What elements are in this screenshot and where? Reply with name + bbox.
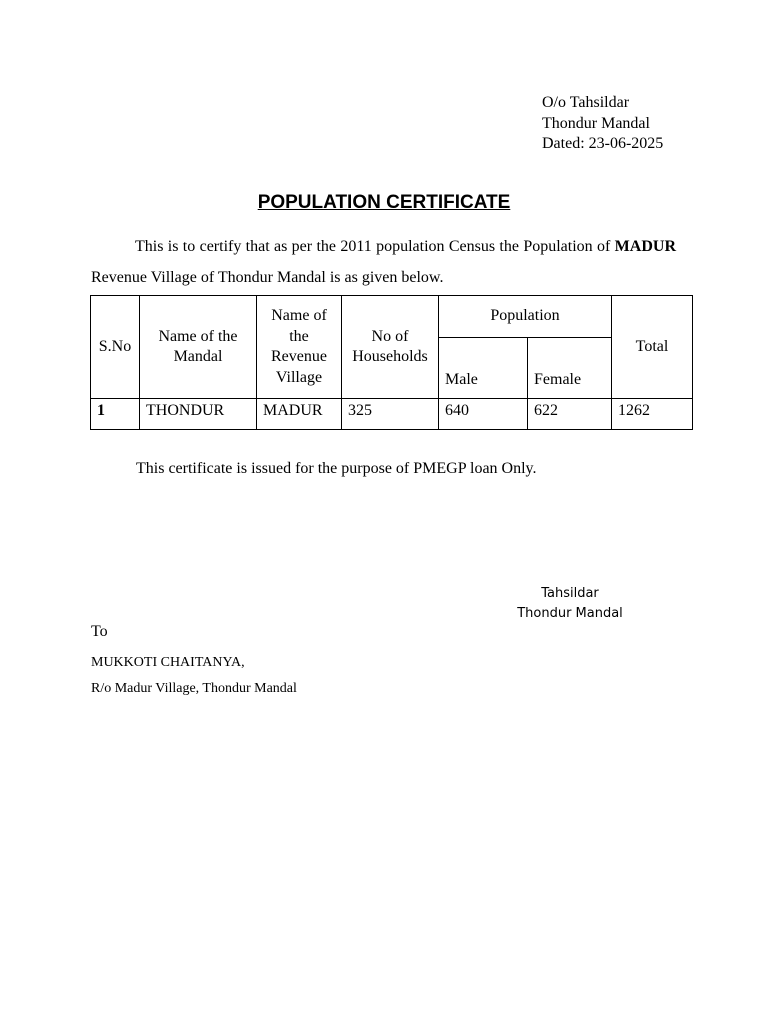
signatory-block bbox=[500, 584, 640, 624]
village-name-bold: MADUR bbox=[614, 238, 676, 255]
table-row bbox=[91, 399, 693, 430]
signatory-title: Tahsildar bbox=[541, 586, 599, 601]
header-mandal: Name of the Mandal bbox=[140, 296, 257, 399]
cell-mandal: THONDUR bbox=[140, 399, 257, 430]
issue-date: Dated: 23-06-2025 bbox=[542, 135, 664, 152]
cell-sno: 1 bbox=[91, 399, 140, 430]
intro-text-1: This is to certify that as per the 2011 population Census the Population of bbox=[135, 238, 615, 255]
recipient-name: MUKKOTI CHAITANYA, bbox=[91, 655, 245, 670]
recipient-to: To bbox=[91, 623, 108, 640]
header-households: No of Households bbox=[342, 296, 439, 399]
issuer-block bbox=[542, 93, 663, 155]
cell-total: 1262 bbox=[612, 399, 693, 430]
recipient-address: R/o Madur Village, Thondur Mandal bbox=[91, 681, 297, 696]
cell-female: 622 bbox=[528, 399, 612, 430]
issuer-mandal: Thondur Mandal bbox=[542, 114, 650, 132]
signatory-mandal: Thondur Mandal bbox=[517, 606, 623, 621]
intro-text-2: Revenue Village of Thondur Mandal is as given below. bbox=[91, 269, 444, 286]
certificate-title: POPULATION CERTIFICATE bbox=[257, 192, 511, 213]
cell-households: 325 bbox=[342, 399, 439, 430]
purpose-statement: This certificate is issued for the purpose of PMEGP loan Only. bbox=[136, 460, 537, 477]
header-village: Name of the Revenue Village bbox=[257, 296, 342, 399]
header-sno: S.No bbox=[91, 296, 140, 399]
issuer-office: O/o Tahsildar bbox=[542, 94, 630, 111]
population-table bbox=[90, 295, 693, 430]
header-male: Male bbox=[439, 338, 528, 399]
header-total: Total bbox=[612, 296, 693, 399]
cell-village: MADUR bbox=[257, 399, 342, 430]
header-population: Population bbox=[439, 296, 612, 338]
cell-male: 640 bbox=[439, 399, 528, 430]
header-female: Female bbox=[528, 338, 612, 399]
intro-paragraph bbox=[91, 231, 676, 293]
